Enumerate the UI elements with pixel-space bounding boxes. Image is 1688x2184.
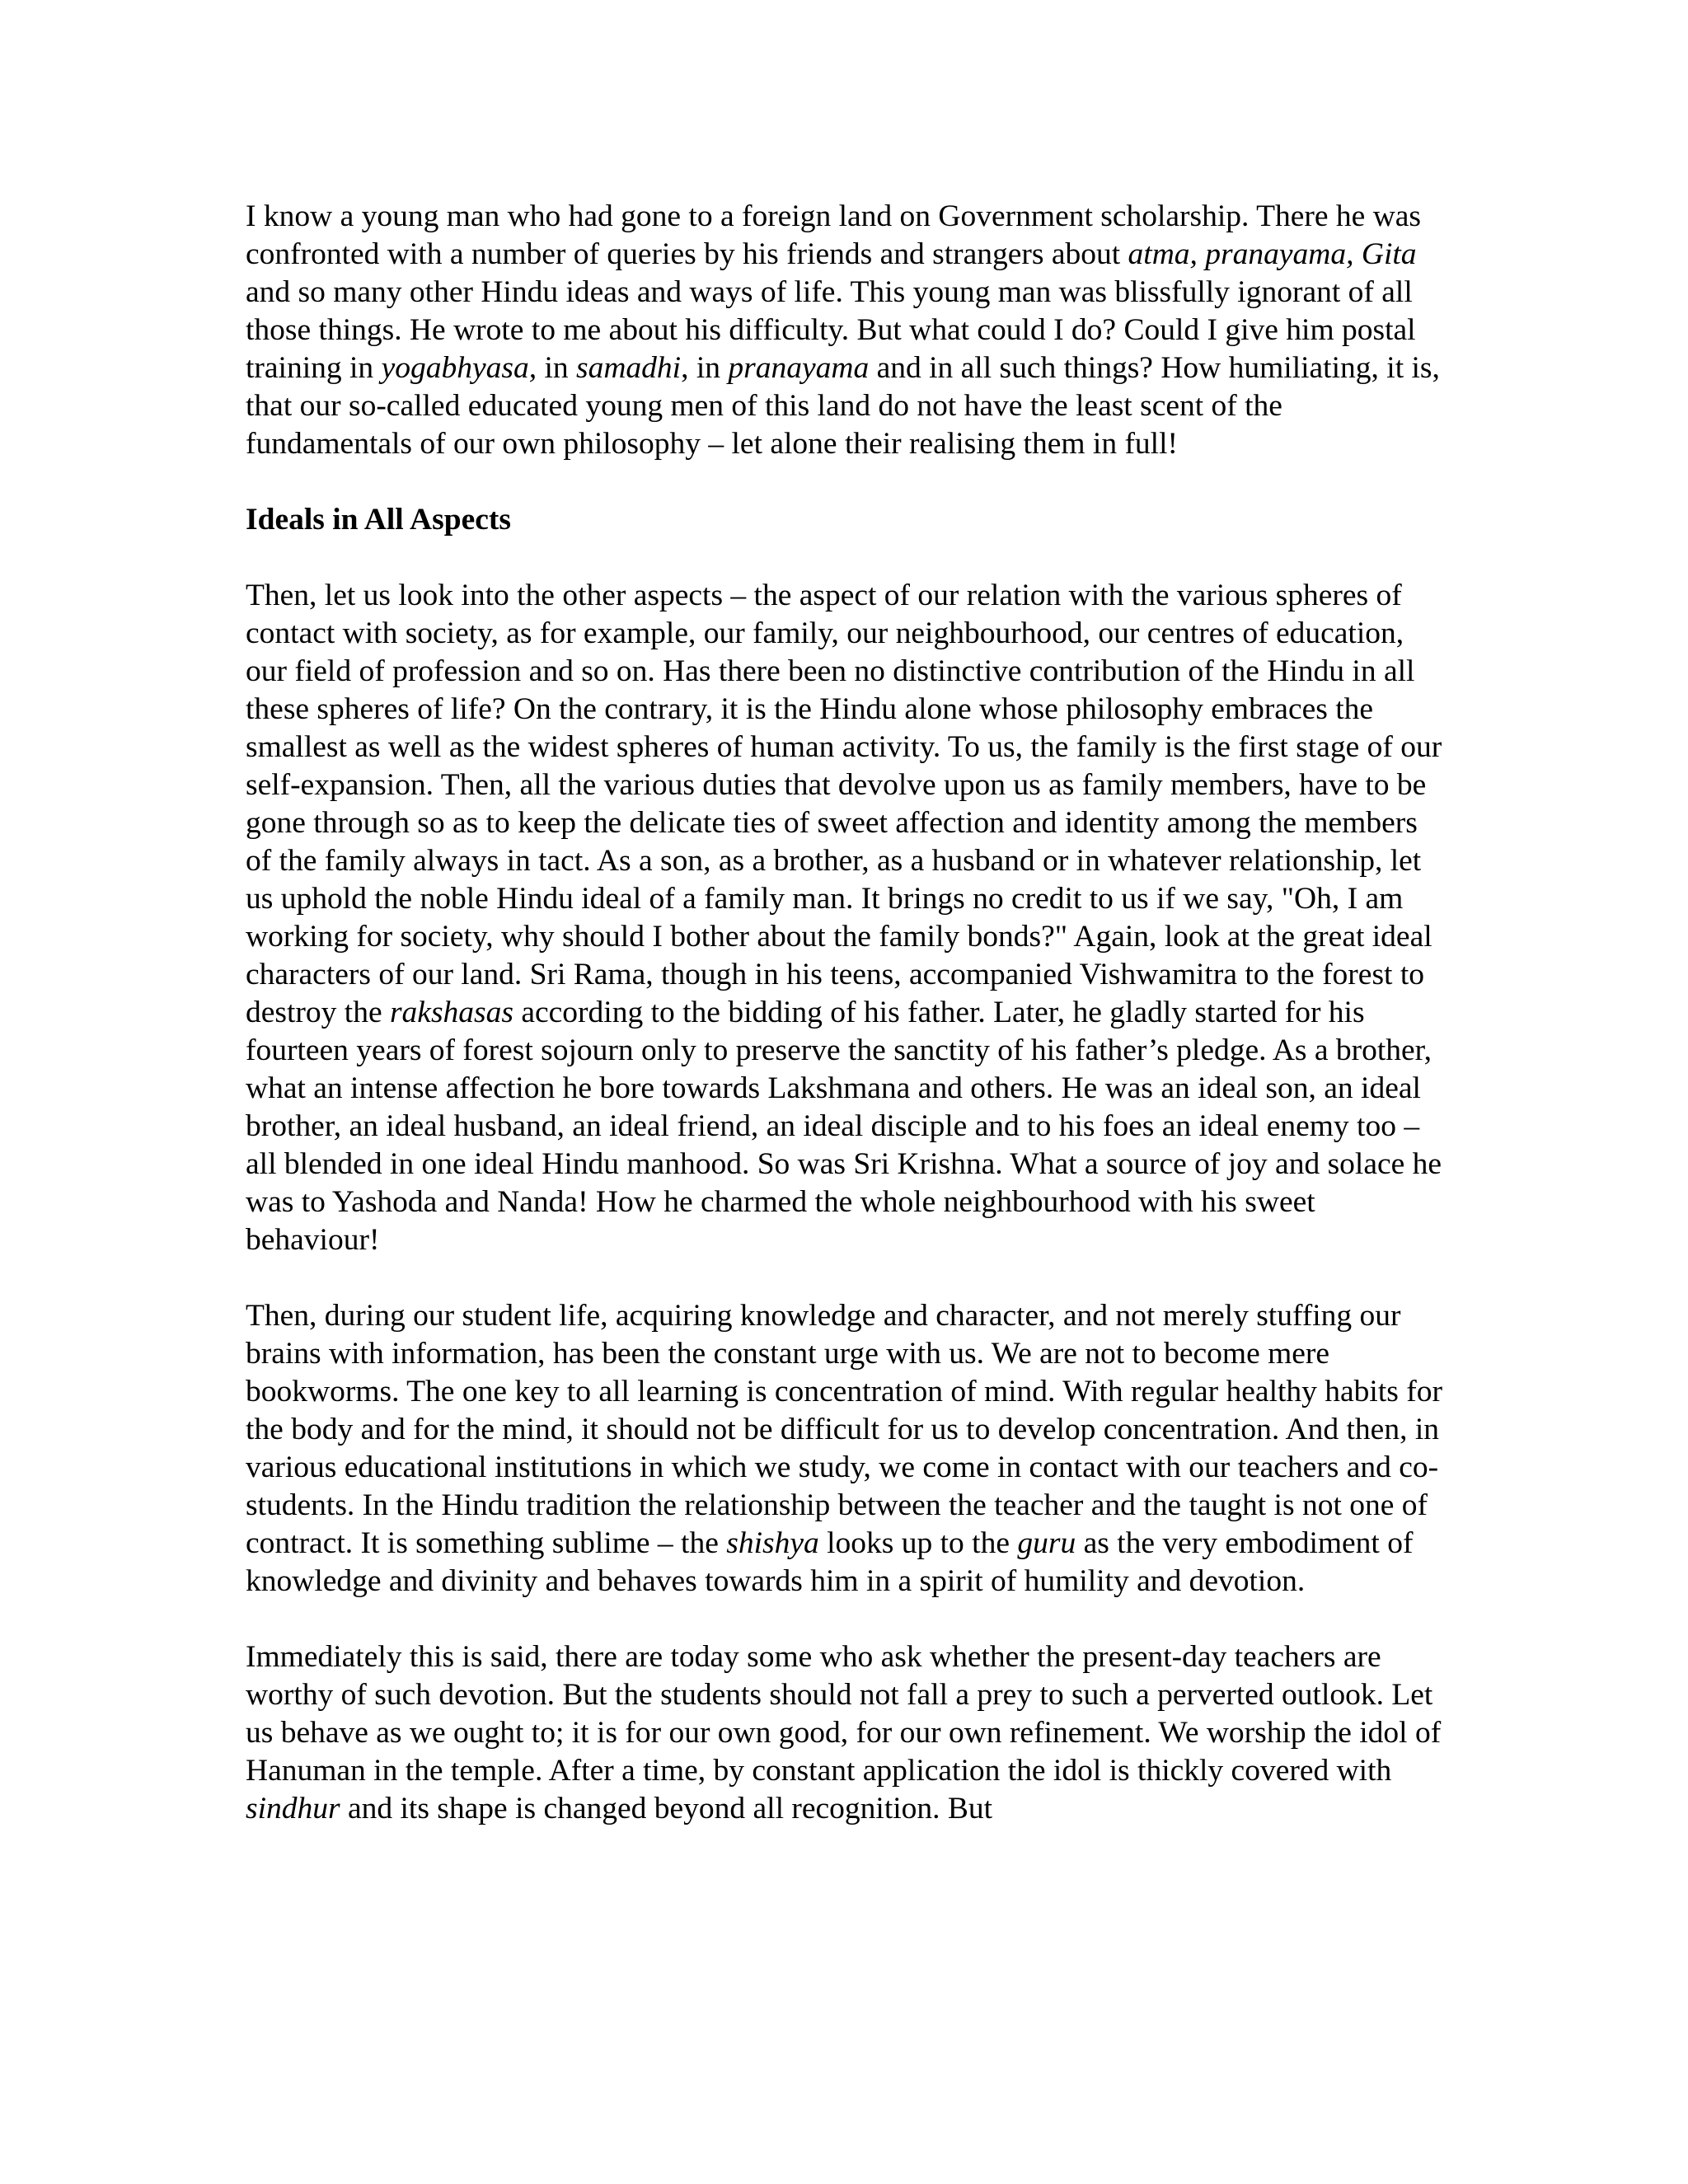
italic-term: pranayama	[728, 351, 870, 385]
section-heading: Ideals in All Aspects	[246, 503, 511, 537]
paragraph-3	[246, 1297, 1449, 1601]
text-run: , in	[681, 351, 729, 385]
text-run: according to the bidding of his father. Later, he gladly started for his fourteen years of forest sojourn only to preserve the sanctity of his father’s pledge. As a brother, what an intense affection he bore towards Lakshmana and others. He was an ideal son, an ideal brother, an ideal husband, an ideal friend, an ideal disciple and to his foes an ideal enemy too – all blended in one ideal Hindu manhood. So was Sri Krishna. What a source of joy and solace he was to Yashoda and Nanda! How he charmed the whole neighbourhood with his sweet behaviour!	[246, 996, 1442, 1257]
text-run: Immediately this is said, there are today some who ask whether the present-day teachers are worthy of such devotion. But the students should not fall a prey to such a perverted outlook. Let us behave as we ought to; it is for our own good, for our own refinement. We worship the idol of Hanuman in the temple. After a time, by constant application the idol is thickly covered with	[246, 1640, 1442, 1788]
text-run: Then, let us look into the other aspects – the aspect of our relation with the various spheres of contact with society, as for example, our family, our neighbourhood, our centres of education, our field of profession and so on. Has there been no distinctive contribution of the Hindu in all these spheres of life? On the contrary, it is the Hindu alone whose philosophy embraces the smallest as well as the widest spheres of human activity. To us, the family is the first stage of our self-expansion. Then, all the various duties that devolve upon us as family members, have to be gone through so as to keep the delicate ties of sweet affection and identity among the members of the family always in tact. As a son, as a brother, as a husband or in whatever relationship, let us uphold the noble Hindu ideal of a family man. It brings no credit to us if we say, "Oh, I am working for society, why should I bother about the family bonds?" Again, look at the great ideal characters of our land. Sri Rama, though in his teens, accompanied Vishwamitra to the forest to destroy the	[246, 579, 1442, 1029]
paragraph-1	[246, 198, 1449, 463]
text-run: and its shape is changed beyond all recognition. But	[340, 1792, 993, 1825]
italic-term: rakshasas	[389, 996, 513, 1029]
text-run: and in all such things? How humiliating, it is, that our so-called educated young men of this land do not have the least scent of the fundamentals of our own philosophy – let alone their realising them in full!	[246, 351, 1440, 461]
text-run: looks up to the	[818, 1526, 1018, 1560]
document-body	[246, 198, 1449, 1828]
paragraph-4	[246, 1638, 1449, 1828]
italic-term: sindhur	[246, 1792, 340, 1825]
text-run: as the very embodiment of knowledge and divinity and behaves towards him in a spirit of humility and devotion.	[246, 1526, 1414, 1598]
italic-term: guru	[1017, 1526, 1076, 1560]
italic-term: yogabhyasa,	[381, 351, 537, 385]
italic-term: atma, pranayama, Gita	[1128, 237, 1417, 271]
italic-term: samadhi	[576, 351, 682, 385]
text-run: and so many other Hindu ideas and ways of life. This young man was blissfully ignorant of all those things. He wrote to me about his difficulty. But what could I do? Could I give him postal training in	[246, 275, 1416, 385]
text-run: Then, during our student life, acquiring knowledge and character, and not merely stuffing our brains with information, has been the constant urge with us. We are not to become mere bookworms. The one key to all learning is concentration of mind. With regular healthy habits for the body and for the mind, it should not be difficult for us to develop concentration. And then, in various educational institutions in which we study, we come in contact with our teachers and co-students. In the Hindu tradition the relationship between the teacher and the taught is not one of contract. It is something sublime – the	[246, 1299, 1442, 1560]
paragraph-2	[246, 577, 1449, 1259]
text-run: in	[537, 351, 576, 385]
text-run: I know a young man who had gone to a foreign land on Government scholarship. There he was confronted with a number of queries by his friends and strangers about	[246, 199, 1422, 271]
italic-term: shishya	[726, 1526, 819, 1560]
